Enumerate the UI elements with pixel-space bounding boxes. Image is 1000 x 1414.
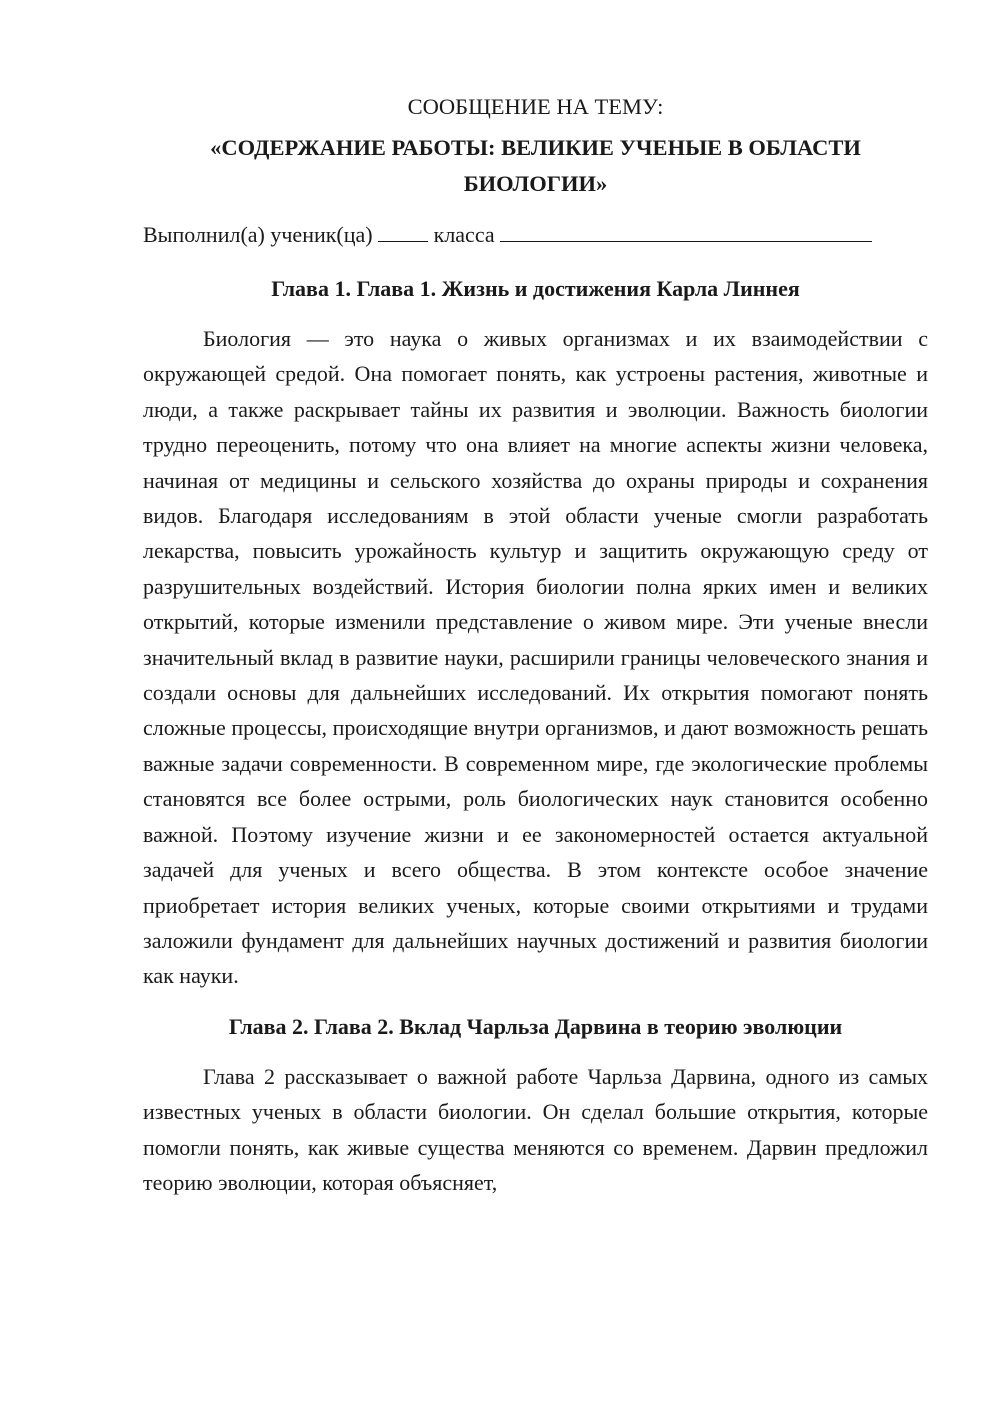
chapter-1-paragraph: Биология — это наука о живых организмах и их взаимодействии с окружающей средой. Она помогает понять, как устроены растения, животные и люди, а также раскрывает тайны их развития и эволюции. Важность биологии трудно переоценить, потому что она влияет на многие аспекты жизни человека, начиная от медицины и сельского хозяйства до охраны природы и сохранения видов. Благодаря исследованиям в этой области ученые смогли разработать лекарства, повысить урожайность культур и защитить окружающую среду от разрушительных воздействий. История биологии полна ярких имен и великих открытий, которые изменили представление о живом мире. Эти ученые внесли значительный вклад в развитие науки, расширили границы человеческого знания и создали основы для дальнейших исследований. Их открытия помогают понять сложные процессы, происходящие внутри организмов, и дают возможность решать важные задачи современности. В современном мире, где экологические проблемы становятся все более острыми, роль биологических наук становится особенно важной. Поэтому изучение жизни и ее закономерностей остается актуальной задачей для ученых и всего общества. В этом контексте особое значение приобретает история великих ученых, которые своими открытиями и трудами заложили фундамент для дальнейших научных достижений и развития биологии как науки.: [143, 326, 928, 989]
byline-prefix: Выполнил(а) ученик(ца): [143, 222, 373, 247]
chapter-2-paragraph: Глава 2 рассказывает о важной работе Чарльза Дарвина, одного из самых известных ученых в области биологии. Он сделал большие открытия, которые помогли понять, как живые существа меняются со временем. Дарвин предложил теорию эволюции, которая объясняет,: [143, 1063, 928, 1195]
document-page: [143, 92, 928, 1218]
chapter-1-heading: Глава 1. Глава 1. Жизнь и достижения Карла Линнея: [271, 276, 800, 301]
byline: [143, 220, 928, 250]
report-title: [143, 130, 928, 202]
report-title-line-1: «СОДЕРЖАНИЕ РАБОТЫ: ВЕЛИКИЕ УЧЕНЫЕ В ОБЛАСТИ: [210, 135, 861, 160]
report-label: СООБЩЕНИЕ НА ТЕМУ:: [407, 94, 664, 119]
report-title-line-2: БИОЛОГИИ»: [463, 171, 608, 196]
student-name-blank: [500, 221, 872, 242]
byline-class-word: класса: [433, 222, 495, 247]
chapter-2-heading: Глава 2. Глава 2. Вклад Чарльза Дарвина в теорию эволюции: [228, 1013, 843, 1039]
class-number-blank: [378, 221, 428, 242]
